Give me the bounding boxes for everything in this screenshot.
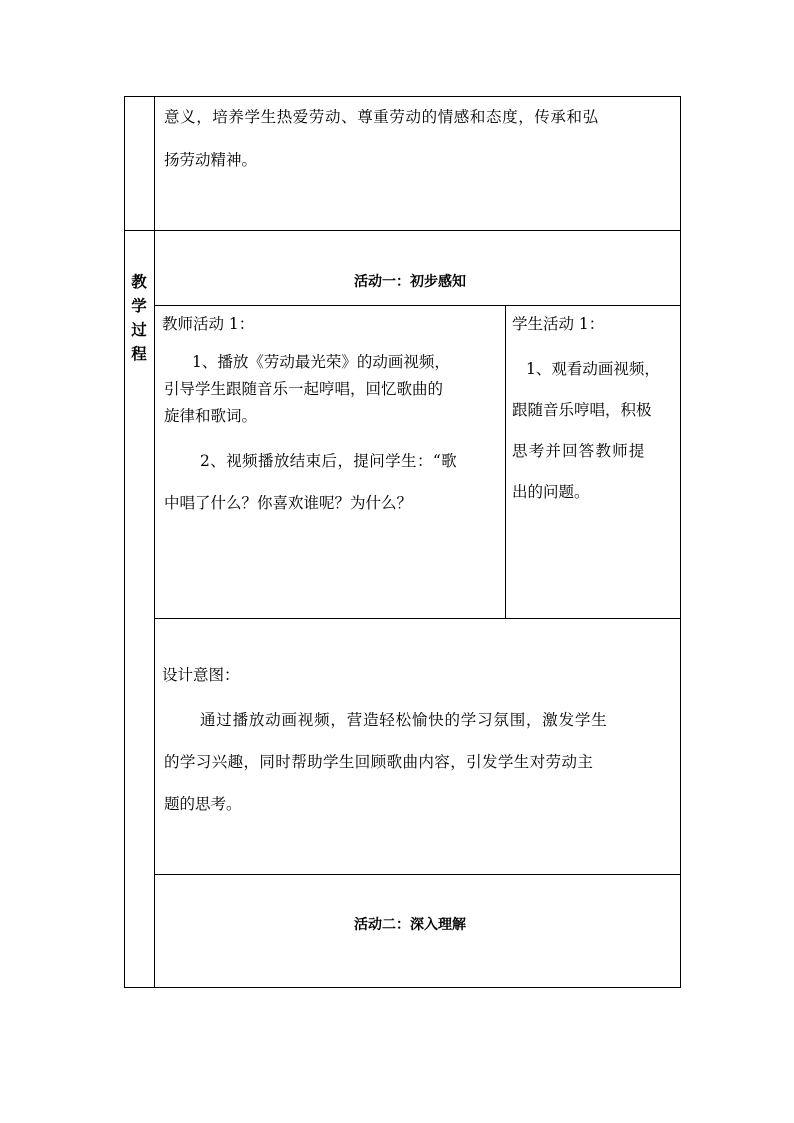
row-divider xyxy=(124,230,681,231)
student-activity-heading: 学生活动 1： xyxy=(512,315,605,333)
row-divider xyxy=(154,305,681,306)
teacher-activity-line: 旋律和歌词。 xyxy=(164,407,258,425)
objective-line: 意义，培养学生热爱劳动、尊重劳动的情感和态度，传承和弘 xyxy=(164,108,599,126)
teacher-activity-line: 中唱了什么？你喜欢谁呢？为什么？ xyxy=(164,494,413,512)
design-intent-heading: 设计意图： xyxy=(162,666,240,684)
teacher-activity-line: 2、视频播放结束后，提问学生：“歌 xyxy=(200,452,458,470)
row-divider xyxy=(154,618,681,619)
student-activity-line: 跟随音乐哼唱，积极 xyxy=(512,401,652,419)
teacher-activity-heading: 教师活动 1： xyxy=(162,315,255,333)
section-label-char: 教 xyxy=(131,272,147,291)
student-activity-line: 思考并回答教师提 xyxy=(512,442,646,460)
section-label-char: 程 xyxy=(131,344,147,363)
section-label xyxy=(129,270,149,366)
teacher-activity-line: 引导学生跟随音乐一起哼唱，回忆歌曲的 xyxy=(164,380,444,398)
section-label-char: 过 xyxy=(131,320,147,339)
objective-line: 扬劳动精神。 xyxy=(164,151,258,169)
teacher-activity-line: 1、播放《劳动最光荣》的动画视频， xyxy=(192,353,450,371)
activity-2-title: 活动二：深入理解 xyxy=(354,917,466,933)
student-activity-line: 出的问题。 xyxy=(512,483,590,501)
design-intent-line: 的学习兴趣，同时帮助学生回顾歌曲内容，引发学生对劳动主 xyxy=(164,753,594,771)
activity-column-divider xyxy=(505,305,506,618)
design-intent-line: 通过播放动画视频，营造轻松愉快的学习氛围，激发学生 xyxy=(200,711,608,729)
row-divider xyxy=(154,874,681,875)
student-activity-line: 1、观看动画视频， xyxy=(526,360,660,378)
activity-1-title: 活动一：初步感知 xyxy=(354,274,466,290)
design-intent-line: 题的思考。 xyxy=(164,795,242,813)
section-label-char: 学 xyxy=(131,296,147,315)
